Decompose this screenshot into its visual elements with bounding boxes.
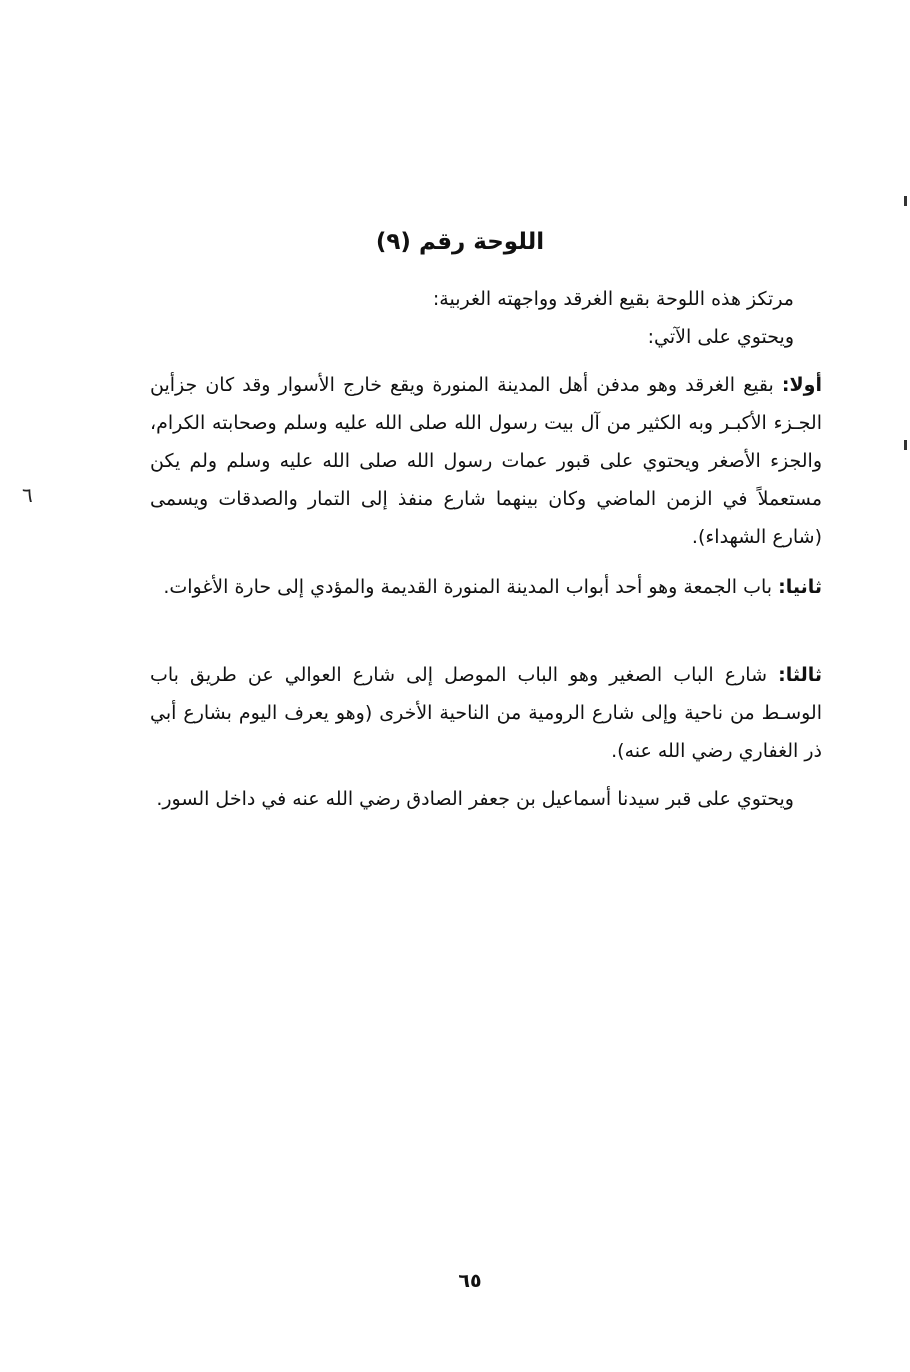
intro-line-2: ويحتوي على الآتي: [647,326,794,348]
margin-mark: ٦ [22,483,33,507]
paragraph-second-lead: ثانيا: [778,576,822,598]
scan-edge-mark [904,440,907,450]
paragraph-closing [150,780,822,818]
page-number: ٦٥ [458,1270,482,1292]
paragraph-first-text: بقيع الغرقد وهو مدفن أهل المدينة المنورة ويقع خارج الأسوار وقد كان جزأين الجـزء الأكبـر وبه الكثير من آل بيت رسول الله صلى الله عليه وسلم وصحابته الكرام، والجزء الأصغر ويحتوي على قبور عمات رسول الله صلى الله عليه وسلم ولم يكن مستعملاً في الزمن الماضي وكان بينهما شارع منفذ إلى التمار والصدقات ويسمى (شارع الشهداء). [150,374,822,548]
paragraph-third-lead: ثالثا: [778,664,822,686]
paragraph-second-text: باب الجمعة وهو أحد أبواب المدينة المنورة القديمة والمؤدي إلى حارة الأغوات. [163,576,779,598]
paragraph-closing-text: ويحتوي على قبر سيدنا أسماعيل بن جعفر الصادق رضي الله عنه في داخل السور. [156,788,794,810]
scan-edge-mark [904,196,907,206]
intro-line-1: مرتكز هذه اللوحة بقيع الغرقد وواجهته الغربية: [432,288,794,310]
paragraph-second [150,568,822,606]
paragraph-third-text: شارع الباب الصغير وهو الباب الموصل إلى شارع العوالي عن طريق باب الوسـط من ناحية وإلى شارع الرومية من الناحية الأخرى (وهو يعرف اليوم بشارع أبي ذر الغفاري رضي الله عنه). [150,664,822,762]
paragraph-third [150,656,822,770]
paragraph-first [150,366,822,556]
paragraph-first-lead: أولا: [781,374,822,396]
page-title: اللوحة رقم (٩) [375,229,545,255]
intro-block [150,280,822,356]
